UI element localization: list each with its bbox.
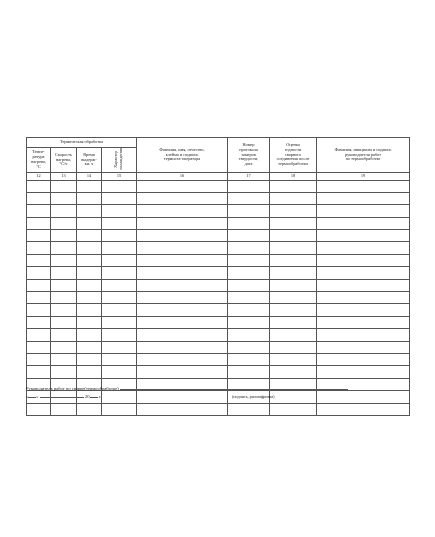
- table-cell-col-18[interactable]: [270, 254, 317, 266]
- table-cell-col-14[interactable]: [77, 403, 102, 415]
- table-row: [27, 329, 410, 341]
- table-cell-col-18[interactable]: [270, 353, 317, 365]
- table-row: [27, 180, 410, 192]
- table-cell-col-17[interactable]: [228, 353, 270, 365]
- table-row: [27, 254, 410, 266]
- header-col-18-text: Оценка годности сварного соединения после термообработки: [276, 141, 310, 167]
- table-row: [27, 341, 410, 353]
- table-row: [27, 205, 410, 217]
- table-cell-col-15[interactable]: [102, 254, 137, 266]
- table-cell-col-13[interactable]: [51, 254, 77, 266]
- table-cell-col-14[interactable]: [77, 304, 102, 316]
- table-cell-col-12[interactable]: [27, 242, 51, 254]
- table-cell-col-16[interactable]: [137, 353, 228, 365]
- table-cell-col-12[interactable]: [27, 254, 51, 266]
- table-cell-col-16[interactable]: [137, 205, 228, 217]
- table-cell-col-14[interactable]: [77, 205, 102, 217]
- table-cell-col-15[interactable]: [102, 341, 137, 353]
- table-cell-col-17[interactable]: [228, 267, 270, 279]
- table-cell-col-19[interactable]: [317, 391, 410, 403]
- table-cell-col-12[interactable]: [27, 366, 51, 378]
- table-cell-col-19[interactable]: [317, 192, 410, 204]
- date-line: [26, 394, 101, 399]
- table-cell-col-19[interactable]: [317, 180, 410, 192]
- table-cell-col-17[interactable]: [228, 217, 270, 229]
- table-body: [27, 180, 410, 415]
- table-cell-col-17[interactable]: [228, 304, 270, 316]
- table-row: [27, 292, 410, 304]
- table-cell-col-13[interactable]: [51, 217, 77, 229]
- table-cell-col-18[interactable]: [270, 230, 317, 242]
- table-cell-col-19[interactable]: [317, 230, 410, 242]
- table-cell-col-19[interactable]: [317, 267, 410, 279]
- table-cell-col-15[interactable]: [102, 329, 137, 341]
- table-cell-col-17[interactable]: [228, 329, 270, 341]
- header-col-19: [317, 138, 410, 173]
- table-cell-col-14[interactable]: [77, 353, 102, 365]
- header-col-15: [102, 148, 137, 173]
- header-col-13: [51, 148, 77, 173]
- table-cell-col-15[interactable]: [102, 391, 137, 403]
- table-cell-col-14[interactable]: [77, 230, 102, 242]
- table-cell-col-19[interactable]: [317, 217, 410, 229]
- table-cell-col-13[interactable]: [51, 192, 77, 204]
- col-num-16: 16: [137, 173, 228, 181]
- column-numbers-row: [27, 173, 410, 181]
- table-cell-col-16[interactable]: [137, 391, 228, 403]
- table-cell-col-17[interactable]: [228, 316, 270, 328]
- header-col-15-text: Характер охлаждения: [113, 148, 123, 171]
- col-num-17: 17: [228, 173, 270, 181]
- table-cell-col-14[interactable]: [77, 254, 102, 266]
- col-num-12: 12: [27, 173, 51, 181]
- col-num-18: 18: [270, 173, 317, 181]
- table-cell-col-19[interactable]: [317, 403, 410, 415]
- table-cell-col-18[interactable]: [270, 267, 317, 279]
- table-cell-col-15[interactable]: [102, 353, 137, 365]
- table-cell-col-15[interactable]: [102, 230, 137, 242]
- table-cell-col-13[interactable]: [51, 180, 77, 192]
- table-row: [27, 267, 410, 279]
- table-cell-col-18[interactable]: [270, 329, 317, 341]
- table-cell-col-17[interactable]: [228, 254, 270, 266]
- table-cell-col-15[interactable]: [102, 192, 137, 204]
- header-col-14-text: Время выдерж- ки, ч: [81, 151, 97, 167]
- table-cell-col-12[interactable]: [27, 329, 51, 341]
- table-cell-col-12[interactable]: [27, 353, 51, 365]
- table-cell-col-18[interactable]: [270, 279, 317, 291]
- table-cell-col-16[interactable]: [137, 242, 228, 254]
- table-cell-col-16[interactable]: [137, 217, 228, 229]
- table-cell-col-13[interactable]: [51, 205, 77, 217]
- table-cell-col-12[interactable]: [27, 292, 51, 304]
- table-cell-col-18[interactable]: [270, 341, 317, 353]
- table-cell-col-19[interactable]: [317, 316, 410, 328]
- table-cell-col-15[interactable]: [102, 242, 137, 254]
- table-cell-col-12[interactable]: [27, 403, 51, 415]
- table-cell-col-18[interactable]: [270, 391, 317, 403]
- table-cell-col-15[interactable]: [102, 403, 137, 415]
- table-cell-col-13[interactable]: [51, 341, 77, 353]
- table-row: [27, 403, 410, 415]
- table-cell-col-15[interactable]: [102, 205, 137, 217]
- table-cell-col-16[interactable]: [137, 304, 228, 316]
- table-cell-col-15[interactable]: [102, 366, 137, 378]
- table-cell-col-17[interactable]: [228, 205, 270, 217]
- table-cell-col-13[interactable]: [51, 316, 77, 328]
- header-col-14: [77, 148, 102, 173]
- table-row: [27, 366, 410, 378]
- signer-label: Руководитель работ по сварке(термообработке): [26, 386, 119, 391]
- table-cell-col-14[interactable]: [77, 217, 102, 229]
- table-cell-col-14[interactable]: [77, 242, 102, 254]
- table-cell-col-19[interactable]: [317, 292, 410, 304]
- table-cell-col-14[interactable]: [77, 192, 102, 204]
- header-col-19-text: Фамилия, инициалы и подпись руководителя работ по термообработке: [334, 146, 392, 162]
- table-cell-col-12[interactable]: [27, 279, 51, 291]
- table-cell-col-15[interactable]: [102, 217, 137, 229]
- table-row: [27, 316, 410, 328]
- date-open-quote: «: [26, 394, 29, 399]
- signer-line: [26, 386, 348, 391]
- table-row: [27, 353, 410, 365]
- table-cell-col-19[interactable]: [317, 366, 410, 378]
- heat-treatment-table: [26, 137, 410, 416]
- table-cell-col-13[interactable]: [51, 292, 77, 304]
- table-cell-col-12[interactable]: [27, 316, 51, 328]
- table-row: [27, 242, 410, 254]
- table-cell-col-14[interactable]: [77, 267, 102, 279]
- table-cell-col-14[interactable]: [77, 366, 102, 378]
- table-cell-col-16[interactable]: [137, 403, 228, 415]
- table-cell-col-14[interactable]: [77, 279, 102, 291]
- table-cell-col-17[interactable]: [228, 180, 270, 192]
- table-row: [27, 217, 410, 229]
- table-cell-col-12[interactable]: [27, 192, 51, 204]
- table-cell-col-17[interactable]: [228, 292, 270, 304]
- table-cell-col-18[interactable]: [270, 205, 317, 217]
- col-num-14: 14: [77, 173, 102, 181]
- table-cell-col-13[interactable]: [51, 366, 77, 378]
- table-cell-col-12[interactable]: [27, 217, 51, 229]
- header-col-17: [228, 138, 270, 173]
- header-col-12-text: Темпе- ратура нагрева, °С: [31, 149, 46, 169]
- table-cell-col-13[interactable]: [51, 329, 77, 341]
- col-num-15: 15: [102, 173, 137, 181]
- year-prefix: 20: [84, 394, 90, 399]
- year-suffix: г.: [98, 394, 102, 399]
- table-cell-col-16[interactable]: [137, 329, 228, 341]
- table-cell-col-16[interactable]: [137, 341, 228, 353]
- table-row: [27, 304, 410, 316]
- table-cell-col-12[interactable]: [27, 267, 51, 279]
- table-cell-col-17[interactable]: [228, 403, 270, 415]
- table-cell-col-12[interactable]: [27, 304, 51, 316]
- table-cell-col-16[interactable]: [137, 316, 228, 328]
- table-cell-col-12[interactable]: [27, 341, 51, 353]
- table-cell-col-18[interactable]: [270, 292, 317, 304]
- signature-field[interactable]: [120, 389, 348, 390]
- table-cell-col-15[interactable]: [102, 180, 137, 192]
- month-field[interactable]: [40, 397, 84, 398]
- table-cell-col-16[interactable]: [137, 267, 228, 279]
- header-col-16: [137, 138, 228, 173]
- table-cell-col-19[interactable]: [317, 279, 410, 291]
- table-cell-col-19[interactable]: [317, 341, 410, 353]
- table-cell-col-19[interactable]: [317, 242, 410, 254]
- table-cell-col-15[interactable]: [102, 292, 137, 304]
- table-cell-col-13[interactable]: [51, 304, 77, 316]
- col-num-19: 19: [317, 173, 410, 181]
- table-cell-col-18[interactable]: [270, 304, 317, 316]
- table-cell-col-15[interactable]: [102, 316, 137, 328]
- table-cell-col-17[interactable]: [228, 366, 270, 378]
- year-field[interactable]: [90, 397, 98, 398]
- table-cell-col-19[interactable]: [317, 254, 410, 266]
- table-cell-col-15[interactable]: [102, 279, 137, 291]
- table-cell-col-18[interactable]: [270, 217, 317, 229]
- table-cell-col-16[interactable]: [137, 230, 228, 242]
- table-cell-col-18[interactable]: [270, 242, 317, 254]
- table-row: [27, 192, 410, 204]
- table-cell-col-19[interactable]: [317, 353, 410, 365]
- table-cell-col-18[interactable]: [270, 316, 317, 328]
- table-cell-col-19[interactable]: [317, 329, 410, 341]
- table-cell-col-13[interactable]: [51, 279, 77, 291]
- table-cell-col-12[interactable]: [27, 205, 51, 217]
- table-cell-col-17[interactable]: [228, 279, 270, 291]
- table-cell-col-16[interactable]: [137, 292, 228, 304]
- table-cell-col-16[interactable]: [137, 254, 228, 266]
- header-col-16-text: Фамилия, имя, отчество, клеймо и подпись термиста-оператора: [159, 146, 205, 162]
- table-cell-col-18[interactable]: [270, 180, 317, 192]
- table-cell-col-16[interactable]: [137, 192, 228, 204]
- table-cell-col-17[interactable]: [228, 230, 270, 242]
- table-cell-col-16[interactable]: [137, 366, 228, 378]
- table-row: [27, 230, 410, 242]
- table-cell-col-14[interactable]: [77, 180, 102, 192]
- header-col-18: [270, 138, 317, 173]
- date-close-quote: »: [36, 394, 39, 399]
- table-cell-col-15[interactable]: [102, 304, 137, 316]
- table-cell-col-12[interactable]: [27, 180, 51, 192]
- table-cell-col-19[interactable]: [317, 304, 410, 316]
- header-col-12: [27, 148, 51, 173]
- table-cell-col-14[interactable]: [77, 341, 102, 353]
- table-cell-col-17[interactable]: [228, 242, 270, 254]
- table-cell-col-18[interactable]: [270, 366, 317, 378]
- heat-treatment-group-header: Термическая обработка: [27, 138, 137, 148]
- table-cell-col-18[interactable]: [270, 403, 317, 415]
- table-cell-col-14[interactable]: [77, 329, 102, 341]
- table-cell-col-13[interactable]: [51, 403, 77, 415]
- table-cell-col-17[interactable]: [228, 341, 270, 353]
- table-cell-col-18[interactable]: [270, 192, 317, 204]
- table-cell-col-16[interactable]: [137, 180, 228, 192]
- signature-caption: (подпись, расшифровка): [232, 394, 275, 399]
- table-cell-col-16[interactable]: [137, 279, 228, 291]
- table-row: [27, 279, 410, 291]
- table-cell-col-13[interactable]: [51, 267, 77, 279]
- header-col-17-text: Номер протокола замеров твердости, дата: [238, 141, 259, 167]
- table-cell-col-14[interactable]: [77, 316, 102, 328]
- table-cell-col-15[interactable]: [102, 267, 137, 279]
- header-col-13-text: Скорость нагрева, °С/ч: [54, 151, 73, 167]
- table-cell-col-13[interactable]: [51, 230, 77, 242]
- col-num-13: 13: [51, 173, 77, 181]
- table-cell-col-14[interactable]: [77, 292, 102, 304]
- table-cell-col-12[interactable]: [27, 230, 51, 242]
- table-cell-col-19[interactable]: [317, 205, 410, 217]
- table-cell-col-13[interactable]: [51, 353, 77, 365]
- table-cell-col-17[interactable]: [228, 192, 270, 204]
- table-cell-col-13[interactable]: [51, 242, 77, 254]
